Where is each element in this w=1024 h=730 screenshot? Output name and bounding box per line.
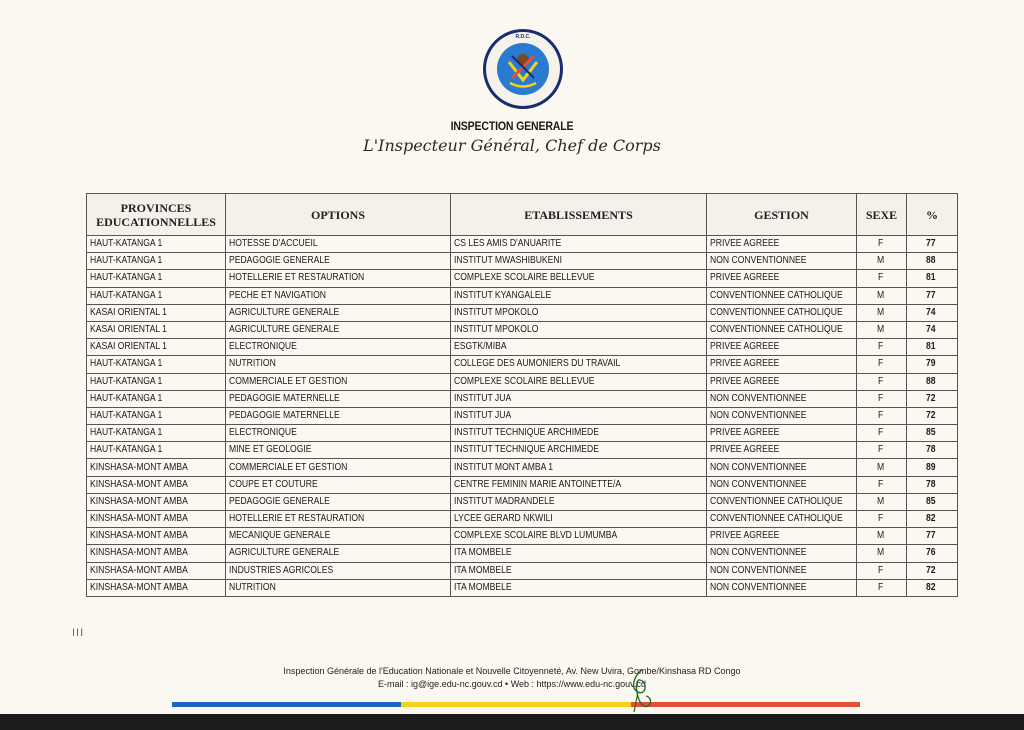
- cell-gestion: [707, 407, 857, 424]
- cell-sexe: [857, 425, 907, 442]
- cell-percent: [907, 511, 958, 528]
- cell-sexe-text: M: [877, 461, 885, 473]
- table-header-row: [87, 194, 958, 236]
- cell-option: [226, 236, 451, 253]
- cell-sexe: [857, 373, 907, 390]
- cell-province: [87, 579, 226, 596]
- cell-option: [226, 304, 451, 321]
- cell-sexe-text: M: [877, 547, 885, 559]
- cell-option: [226, 373, 451, 390]
- cell-percent-text: 89: [926, 461, 937, 473]
- column-header-provinces: PROVINCES EDUCATIONNELLES: [87, 194, 226, 236]
- cell-etablissement-text: INSTITUT JUA: [454, 409, 512, 421]
- cell-percent: [907, 270, 958, 287]
- cell-option: [226, 442, 451, 459]
- table-row: [87, 287, 958, 304]
- handwritten-signature: [624, 668, 660, 714]
- cell-percent: [907, 425, 958, 442]
- cell-etablissement: [451, 511, 707, 528]
- cell-sexe-text: M: [877, 495, 885, 507]
- cell-province: [87, 304, 226, 321]
- cell-percent-text: 82: [926, 513, 937, 525]
- cell-sexe: [857, 459, 907, 476]
- column-header-percent: %: [907, 194, 958, 236]
- cell-percent: [907, 562, 958, 579]
- cell-etablissement-text: INSTITUT TECHNIQUE ARCHIMEDE: [454, 444, 599, 456]
- cell-option: [226, 511, 451, 528]
- cell-province: [87, 356, 226, 373]
- cell-percent: [907, 442, 958, 459]
- cell-gestion-text: NON CONVENTIONNEE: [710, 392, 807, 404]
- cell-sexe: [857, 356, 907, 373]
- cell-sexe: [857, 407, 907, 424]
- cell-percent-text: 85: [926, 427, 937, 439]
- cell-percent-text: 78: [926, 444, 937, 456]
- cell-sexe: [857, 253, 907, 270]
- flag-bar-blue: [172, 702, 401, 707]
- cell-option-text: INDUSTRIES AGRICOLES: [229, 564, 334, 576]
- cell-etablissement-text: INSTITUT MADRANDELE: [454, 495, 555, 507]
- cell-percent: [907, 528, 958, 545]
- cell-sexe: [857, 287, 907, 304]
- cell-percent-text: 76: [926, 547, 937, 559]
- cell-province-text: HAUT-KATANGA 1: [90, 392, 163, 404]
- cell-sexe: [857, 562, 907, 579]
- cell-percent-text: 81: [926, 341, 937, 353]
- cell-gestion-text: NON CONVENTIONNEE: [710, 581, 807, 593]
- screen-bottom-edge: [0, 714, 1024, 730]
- cell-etablissement: [451, 579, 707, 596]
- cell-etablissement: [451, 476, 707, 493]
- table-row: [87, 253, 958, 270]
- table-row: [87, 356, 958, 373]
- cell-province: [87, 270, 226, 287]
- cell-sexe-text: F: [878, 581, 884, 593]
- cell-province-text: HAUT-KATANGA 1: [90, 255, 163, 267]
- cell-option-text: PECHE ET NAVIGATION: [229, 289, 327, 301]
- cell-province: [87, 562, 226, 579]
- cell-option: [226, 528, 451, 545]
- cell-province-text: HAUT-KATANGA 1: [90, 427, 163, 439]
- cell-etablissement: [451, 545, 707, 562]
- cell-sexe-text: M: [877, 255, 885, 267]
- table-row: [87, 304, 958, 321]
- cell-province-text: HAUT-KATANGA 1: [90, 358, 163, 370]
- cell-option-text: COUPE ET COUTURE: [229, 478, 318, 490]
- cell-etablissement-text: ITA MOMBELE: [454, 581, 512, 593]
- cell-etablissement: [451, 373, 707, 390]
- cell-percent: [907, 493, 958, 510]
- cell-percent: [907, 304, 958, 321]
- rdc-seal-emblem: [482, 28, 564, 110]
- cell-gestion-text: NON CONVENTIONNEE: [710, 255, 807, 267]
- cell-province: [87, 511, 226, 528]
- cell-gestion: [707, 579, 857, 596]
- cell-percent-text: 85: [926, 495, 937, 507]
- table-row: [87, 270, 958, 287]
- cell-etablissement: [451, 493, 707, 510]
- cell-province: [87, 253, 226, 270]
- cell-percent-text: 88: [926, 375, 937, 387]
- table-row: [87, 407, 958, 424]
- cell-etablissement-text: INSTITUT KYANGALELE: [454, 289, 552, 301]
- cell-sexe: [857, 528, 907, 545]
- table-row: [87, 339, 958, 356]
- cell-option-text: AGRICULTURE GENERALE: [229, 324, 340, 336]
- cell-gestion: [707, 339, 857, 356]
- cell-etablissement: [451, 339, 707, 356]
- cell-percent-text: 82: [926, 581, 937, 593]
- cell-sexe-text: F: [878, 272, 884, 284]
- cell-province-text: KINSHASA-MONT AMBA: [90, 461, 188, 473]
- cell-etablissement-text: INSTITUT MWASHIBUKENI: [454, 255, 562, 267]
- cell-etablissement-text: LYCEE GERARD NKWILI: [454, 513, 553, 525]
- cell-etablissement: [451, 253, 707, 270]
- cell-option: [226, 476, 451, 493]
- cell-gestion: [707, 373, 857, 390]
- cell-gestion-text: CONVENTIONNEE CATHOLIQUE: [710, 495, 843, 507]
- cell-province-text: KASAI ORIENTAL 1: [90, 341, 167, 353]
- cell-option-text: NUTRITION: [229, 581, 276, 593]
- cell-sexe-text: M: [877, 530, 885, 542]
- cell-sexe: [857, 493, 907, 510]
- cell-province: [87, 287, 226, 304]
- cell-etablissement: [451, 321, 707, 338]
- cell-option-text: HOTELLERIE ET RESTAURATION: [229, 272, 365, 284]
- cell-gestion: [707, 356, 857, 373]
- cell-province-text: KINSHASA-MONT AMBA: [90, 547, 188, 559]
- cell-percent-text: 74: [926, 324, 937, 336]
- cell-percent: [907, 407, 958, 424]
- flag-bar-red: [631, 702, 860, 707]
- cell-percent: [907, 545, 958, 562]
- cell-province-text: HAUT-KATANGA 1: [90, 238, 163, 250]
- cell-etablissement: [451, 356, 707, 373]
- cell-province-text: KASAI ORIENTAL 1: [90, 324, 167, 336]
- cell-percent-text: 81: [926, 272, 937, 284]
- cell-province-text: KINSHASA-MONT AMBA: [90, 581, 188, 593]
- table-row: [87, 562, 958, 579]
- cell-gestion-text: PRIVEE AGREEE: [710, 375, 780, 387]
- cell-option-text: PEDAGOGIE MATERNELLE: [229, 392, 340, 404]
- cell-province-text: KINSHASA-MONT AMBA: [90, 564, 188, 576]
- cell-option-text: COMMERCIALE ET GESTION: [229, 375, 348, 387]
- cell-province: [87, 425, 226, 442]
- cell-province-text: HAUT-KATANGA 1: [90, 272, 163, 284]
- cell-etablissement: [451, 459, 707, 476]
- table-row: [87, 236, 958, 253]
- cell-option-text: HOTESSE D'ACCUEIL: [229, 238, 318, 250]
- cell-gestion: [707, 270, 857, 287]
- cell-province: [87, 476, 226, 493]
- cell-gestion-text: NON CONVENTIONNEE: [710, 478, 807, 490]
- cell-option: [226, 459, 451, 476]
- cell-etablissement-text: INSTITUT MPOKOLO: [454, 306, 539, 318]
- cell-option: [226, 579, 451, 596]
- cell-sexe-text: F: [878, 375, 884, 387]
- cell-sexe: [857, 511, 907, 528]
- cell-province: [87, 407, 226, 424]
- institution-subtitle: L'Inspecteur Général, Chef de Corps: [363, 136, 661, 155]
- cell-etablissement: [451, 442, 707, 459]
- cell-percent: [907, 476, 958, 493]
- cell-province-text: KINSHASA-MONT AMBA: [90, 530, 188, 542]
- cell-etablissement-text: ITA MOMBELE: [454, 547, 512, 559]
- footer-address: Inspection Générale de l'Education Nationale et Nouvelle Citoyenneté, Av. New Uvira, Gombe/Kinshasa RD Congo: [283, 666, 741, 676]
- cell-gestion: [707, 493, 857, 510]
- cell-sexe-text: F: [878, 564, 884, 576]
- cell-percent-text: 78: [926, 478, 937, 490]
- table-row: [87, 321, 958, 338]
- cell-gestion: [707, 459, 857, 476]
- cell-sexe-text: F: [878, 238, 884, 250]
- cell-gestion-text: CONVENTIONNEE CATHOLIQUE: [710, 306, 843, 318]
- cell-option: [226, 270, 451, 287]
- cell-gestion-text: PRIVEE AGREEE: [710, 341, 780, 353]
- cell-gestion: [707, 287, 857, 304]
- cell-gestion-text: NON CONVENTIONNEE: [710, 409, 807, 421]
- cell-gestion-text: PRIVEE AGREEE: [710, 272, 780, 284]
- cell-percent: [907, 373, 958, 390]
- cell-gestion-text: PRIVEE AGREEE: [710, 238, 780, 250]
- cell-province-text: HAUT-KATANGA 1: [90, 444, 163, 456]
- cell-gestion-text: PRIVEE AGREEE: [710, 358, 780, 370]
- cell-option: [226, 339, 451, 356]
- cell-gestion: [707, 562, 857, 579]
- cell-sexe-text: F: [878, 409, 884, 421]
- cell-percent-text: 88: [926, 255, 937, 267]
- cell-etablissement-text: INSTITUT TECHNIQUE ARCHIMEDE: [454, 427, 599, 439]
- cell-gestion: [707, 390, 857, 407]
- cell-etablissement-text: INSTITUT MONT AMBA 1: [454, 461, 554, 473]
- cell-gestion: [707, 304, 857, 321]
- table-row: [87, 373, 958, 390]
- cell-sexe-text: F: [878, 513, 884, 525]
- cell-etablissement-text: COMPLEXE SCOLAIRE BELLEVUE: [454, 272, 595, 284]
- cell-percent: [907, 321, 958, 338]
- cell-sexe: [857, 579, 907, 596]
- cell-gestion-text: PRIVEE AGREEE: [710, 427, 780, 439]
- cell-percent-text: 72: [926, 564, 937, 576]
- cell-percent-text: 79: [926, 358, 937, 370]
- cell-sexe: [857, 339, 907, 356]
- column-header-options: OPTIONS: [226, 194, 451, 236]
- footer-contact: E-mail : ig@ige.edu-nc.gouv.cd • Web : https://www.edu-nc.gouv.cd: [378, 679, 646, 689]
- cell-option: [226, 493, 451, 510]
- cell-province: [87, 442, 226, 459]
- cell-option-text: AGRICULTURE GENERALE: [229, 547, 340, 559]
- cell-sexe-text: M: [877, 306, 885, 318]
- cell-percent-text: 72: [926, 392, 937, 404]
- cell-province: [87, 373, 226, 390]
- cell-gestion-text: NON CONVENTIONNEE: [710, 564, 807, 576]
- table-row: [87, 528, 958, 545]
- table-row: [87, 425, 958, 442]
- cell-province-text: HAUT-KATANGA 1: [90, 289, 163, 301]
- table-body: [87, 236, 958, 597]
- cell-gestion: [707, 236, 857, 253]
- cell-gestion-text: NON CONVENTIONNEE: [710, 547, 807, 559]
- cell-option-text: PEDAGOGIE GENERALE: [229, 255, 330, 267]
- table-row: [87, 390, 958, 407]
- cell-sexe-text: F: [878, 392, 884, 404]
- institution-title: INSPECTION GENERALE: [450, 119, 574, 133]
- column-header-sexe: SEXE: [857, 194, 907, 236]
- cell-gestion-text: NON CONVENTIONNEE: [710, 461, 807, 473]
- cell-percent: [907, 339, 958, 356]
- cell-option-text: MECANIQUE GENERALE: [229, 530, 331, 542]
- flag-color-bar: [172, 702, 860, 707]
- cell-sexe: [857, 304, 907, 321]
- cell-option: [226, 390, 451, 407]
- cell-percent-text: 72: [926, 409, 937, 421]
- cell-etablissement: [451, 407, 707, 424]
- cell-province-text: KASAI ORIENTAL 1: [90, 306, 167, 318]
- cell-gestion: [707, 511, 857, 528]
- cell-etablissement-text: INSTITUT JUA: [454, 392, 512, 404]
- cell-option-text: AGRICULTURE GENERALE: [229, 306, 340, 318]
- cell-etablissement-text: COLLEGE DES AUMONIERS DU TRAVAIL: [454, 358, 621, 370]
- cell-sexe-text: M: [877, 289, 885, 301]
- cell-province-text: HAUT-KATANGA 1: [90, 375, 163, 387]
- table-row: [87, 511, 958, 528]
- cell-sexe: [857, 545, 907, 562]
- table-row: [87, 493, 958, 510]
- table-row: [87, 476, 958, 493]
- cell-sexe-text: F: [878, 478, 884, 490]
- cell-sexe: [857, 442, 907, 459]
- cell-gestion-text: CONVENTIONNEE CATHOLIQUE: [710, 324, 843, 336]
- cell-option: [226, 425, 451, 442]
- cell-option: [226, 407, 451, 424]
- cell-etablissement: [451, 390, 707, 407]
- cell-province: [87, 528, 226, 545]
- table-row: [87, 459, 958, 476]
- cell-sexe-text: F: [878, 427, 884, 439]
- cell-option: [226, 545, 451, 562]
- cell-option-text: MINE ET GEOLOGIE: [229, 444, 312, 456]
- column-header-gestion: GESTION: [707, 194, 857, 236]
- cell-etablissement-text: ITA MOMBELE: [454, 564, 512, 576]
- cell-option-text: ELECTRONIQUE: [229, 427, 297, 439]
- cell-etablissement-text: CENTRE FEMININ MARIE ANTOINETTE/A: [454, 478, 622, 490]
- cell-option: [226, 321, 451, 338]
- cell-gestion-text: PRIVEE AGREEE: [710, 530, 780, 542]
- cell-province-text: HAUT-KATANGA 1: [90, 409, 163, 421]
- cell-etablissement: [451, 236, 707, 253]
- cell-province: [87, 236, 226, 253]
- cell-province: [87, 493, 226, 510]
- flag-bar-yellow: [401, 702, 630, 707]
- cell-province: [87, 459, 226, 476]
- cell-sexe: [857, 321, 907, 338]
- cell-option: [226, 253, 451, 270]
- cell-option: [226, 287, 451, 304]
- cell-option-text: HOTELLERIE ET RESTAURATION: [229, 513, 365, 525]
- cell-percent-text: 77: [926, 530, 937, 542]
- table-row: [87, 545, 958, 562]
- results-table: [86, 193, 958, 597]
- cell-option: [226, 356, 451, 373]
- cell-sexe: [857, 236, 907, 253]
- cell-etablissement-text: COMPLEXE SCOLAIRE BLVD LUMUMBA: [454, 530, 618, 542]
- cell-gestion: [707, 425, 857, 442]
- cell-sexe-text: F: [878, 444, 884, 456]
- cell-etablissement: [451, 287, 707, 304]
- cell-percent-text: 74: [926, 306, 937, 318]
- cell-etablissement: [451, 304, 707, 321]
- cell-option-text: PEDAGOGIE MATERNELLE: [229, 409, 340, 421]
- margin-mark: III: [72, 627, 85, 639]
- cell-province-text: KINSHASA-MONT AMBA: [90, 478, 188, 490]
- cell-sexe: [857, 390, 907, 407]
- cell-sexe-text: F: [878, 341, 884, 353]
- cell-province: [87, 390, 226, 407]
- cell-etablissement-text: CS LES AMIS D'ANUARITE: [454, 238, 562, 250]
- cell-percent: [907, 253, 958, 270]
- cell-gestion: [707, 253, 857, 270]
- cell-gestion: [707, 442, 857, 459]
- cell-percent: [907, 356, 958, 373]
- cell-province-text: KINSHASA-MONT AMBA: [90, 513, 188, 525]
- cell-percent: [907, 287, 958, 304]
- cell-etablissement: [451, 270, 707, 287]
- cell-gestion: [707, 528, 857, 545]
- cell-option-text: NUTRITION: [229, 358, 276, 370]
- cell-percent: [907, 390, 958, 407]
- cell-sexe-text: M: [877, 324, 885, 336]
- cell-province: [87, 321, 226, 338]
- cell-percent: [907, 459, 958, 476]
- cell-sexe-text: F: [878, 358, 884, 370]
- cell-percent-text: 77: [926, 238, 937, 250]
- seal-ring-top-text: R.D.C.: [515, 34, 531, 40]
- cell-etablissement-text: INSTITUT MPOKOLO: [454, 324, 539, 336]
- cell-etablissement-text: ESGTK/MIBA: [454, 341, 507, 353]
- cell-gestion-text: PRIVEE AGREEE: [710, 444, 780, 456]
- cell-percent-text: 77: [926, 289, 937, 301]
- cell-province: [87, 545, 226, 562]
- cell-etablissement: [451, 425, 707, 442]
- cell-sexe: [857, 476, 907, 493]
- cell-gestion-text: CONVENTIONNEE CATHOLIQUE: [710, 289, 843, 301]
- cell-option-text: COMMERCIALE ET GESTION: [229, 461, 348, 473]
- cell-province-text: KINSHASA-MONT AMBA: [90, 495, 188, 507]
- table-row: [87, 579, 958, 596]
- cell-gestion: [707, 321, 857, 338]
- column-header-etablissements: ETABLISSEMENTS: [451, 194, 707, 236]
- cell-etablissement: [451, 528, 707, 545]
- cell-sexe: [857, 270, 907, 287]
- cell-option: [226, 562, 451, 579]
- cell-gestion-text: CONVENTIONNEE CATHOLIQUE: [710, 513, 843, 525]
- cell-option-text: PEDAGOGIE GENERALE: [229, 495, 330, 507]
- cell-percent: [907, 236, 958, 253]
- table-row: [87, 442, 958, 459]
- cell-etablissement-text: COMPLEXE SCOLAIRE BELLEVUE: [454, 375, 595, 387]
- cell-gestion: [707, 545, 857, 562]
- cell-province: [87, 339, 226, 356]
- cell-option-text: ELECTRONIQUE: [229, 341, 297, 353]
- cell-etablissement: [451, 562, 707, 579]
- cell-percent: [907, 579, 958, 596]
- cell-gestion: [707, 476, 857, 493]
